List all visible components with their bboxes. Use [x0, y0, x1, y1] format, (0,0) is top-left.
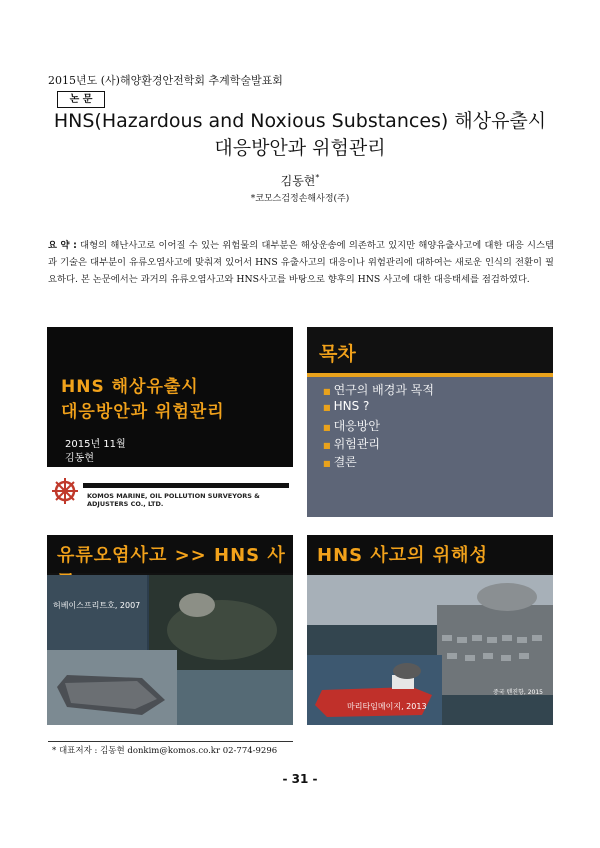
- slide-oil-spill-heading: 유류오염사고 >> HNS 사: [57, 545, 286, 566]
- slide-oil-spill: [47, 535, 293, 725]
- slide-contents-heading: 목차: [319, 343, 356, 365]
- bullet-icon: ■: [323, 423, 331, 432]
- contents-item-label: HNS ?: [333, 399, 370, 413]
- contents-item: [323, 453, 357, 470]
- contents-item: [323, 417, 380, 434]
- company-name: KOMOS MARINE, OIL POLLUTION SURVEYORS & ADJUSTERS CO., LTD.: [87, 492, 260, 508]
- slide-title: [47, 327, 293, 517]
- oil-spill-photo-area: [47, 575, 293, 725]
- slide-hns-risk-heading: HNS 사고의 위해성: [317, 545, 488, 566]
- author-mark: *: [315, 173, 320, 182]
- footnote: * 대표저자 : 김동현 donkim@komos.co.kr 02-774-9296: [52, 746, 278, 756]
- contents-item-label: 대응방안: [333, 419, 380, 433]
- hns-caption-right: 중국 텐진항, 2015: [493, 689, 543, 696]
- bullet-icon: ■: [323, 403, 331, 412]
- contents-item: [323, 381, 434, 398]
- ship-wheel-icon: [51, 477, 79, 505]
- contents-item: [323, 435, 380, 452]
- paper-type-tag: 논 문: [57, 91, 105, 108]
- logo-rule: [83, 483, 289, 488]
- slide-hns-risk: [307, 535, 553, 725]
- abstract-label: 요 약 :: [48, 240, 77, 251]
- paper-title-line1: HNS(Hazardous and Noxious Substances) 해상유출시: [53, 110, 547, 132]
- contents-item-label: 위험관리: [333, 437, 380, 451]
- slide-presenter: 김동현: [65, 453, 94, 464]
- conference-header: 2015년도 (사)해양환경안전학회 추계학술발표회: [48, 74, 283, 87]
- company-logo-bar: [47, 474, 293, 508]
- hns-caption-left: 마리타임메이지, 2013: [347, 702, 427, 711]
- hns-photo-area: [307, 575, 553, 725]
- paper-title-line2: 대응방안과 위험관리: [214, 137, 386, 159]
- slide-contents-stripe: [307, 373, 553, 377]
- bullet-icon: ■: [323, 387, 331, 396]
- bullet-icon: ■: [323, 441, 331, 450]
- abstract: [48, 237, 554, 288]
- author-affiliation: *코모스검정손해사정(주): [250, 194, 350, 204]
- page-number: - 31 -: [282, 772, 318, 786]
- oil-spill-caption: 허베이스프리트호, 2007: [53, 601, 141, 610]
- abstract-text: 대형의 해난사고로 이어질 수 있는 위험물의 대부분은 해상운송에 의존하고 있지만 해양유출사고에 대한 대응 시스템과 기술은 대부분이 유류오염사고에 맞춰져 있어서 HNS 유출사고의 대응이나 위험관리에 대하여는 새로운 인식의 전환이 필요하다. 본 논문에서는 과거의 유류오염사고와 HNS사고를 바탕으로 향후의 HNS 사고에 대한 대응태세를 점검하였다.: [48, 240, 554, 285]
- slide-title-line2: 대응방안과 위험관리: [61, 402, 225, 422]
- author-name-text: 김동현: [280, 174, 316, 188]
- slide-contents: [307, 327, 553, 517]
- slide-date: 2015년 11월: [65, 439, 126, 450]
- oil-tanker-photo: [47, 575, 293, 725]
- author-name: [0, 172, 600, 189]
- slide-title-line1: HNS 해상유출시: [61, 377, 199, 397]
- bullet-icon: ■: [323, 459, 331, 468]
- footnote-divider: [48, 741, 293, 742]
- contents-item-label: 연구의 배경과 목적: [333, 383, 434, 397]
- contents-item-label: 결론: [333, 455, 357, 469]
- hns-accident-photo: [307, 575, 553, 725]
- contents-item: [323, 399, 369, 413]
